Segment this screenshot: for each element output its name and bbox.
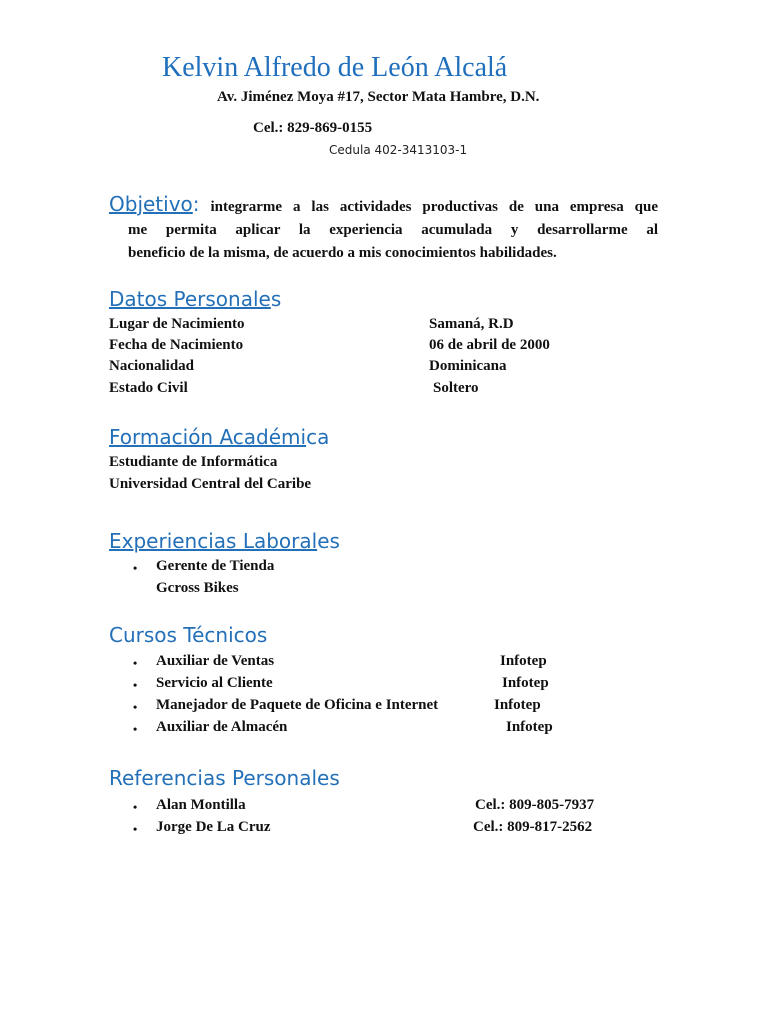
resume-address: Av. Jiménez Moya #17, Sector Mata Hambre, D.N. [217,89,540,105]
list-item [109,675,669,697]
datos-row-fecha: Fecha de Nacimiento 06 de abril de 2000 [109,337,550,353]
datos-row-lugar: Lugar de Nacimiento Samaná, R.D [109,316,514,332]
curso-name: Servicio al Cliente [156,675,273,691]
datos-personales-heading: Datos Personales [109,287,282,311]
resume-name: Kelvin Alfredo de León Alcalá [162,52,508,83]
referencia-name: Alan Montilla [156,797,246,813]
list-item [109,719,669,741]
referencias-heading: Referencias Personales [109,766,340,790]
datos-row-estado-civil: Estado Civil Soltero [109,380,479,396]
list-item [109,653,669,675]
objetivo-section [109,193,658,265]
curso-name: Auxiliar de Almacén [156,719,288,735]
objetivo-colon: : [192,192,200,216]
list-item [109,558,669,580]
experiencia-job: Gerente de Tienda [156,558,275,574]
bullet-icon: • [133,656,138,670]
objetivo-line-3: beneficio de la misma, de acuerdo a mis conocimientos habilidades. [128,245,557,261]
referencia-phone: Cel.: 809-817-2562 [473,819,593,835]
curso-provider: Infotep [500,653,547,669]
curso-name: Auxiliar de Ventas [156,653,275,669]
curso-name: Manejador de Paquete de Oficina e Internet [156,697,439,713]
experiencia-company: Gcross Bikes [156,580,239,596]
cursos-heading: Cursos Técnicos [109,623,268,647]
bullet-icon: • [133,700,138,714]
list-item [109,819,669,841]
formacion-line-2: Universidad Central del Caribe [109,476,312,492]
formacion-heading: Formación Académica [109,425,330,449]
objetivo-heading: Objetivo [109,192,193,216]
bullet-icon: • [133,822,138,836]
objetivo-line-1: integrarme a las actividades productivas de una empresa que [210,199,659,215]
bullet-icon: • [133,800,138,814]
list-item [109,797,669,819]
curso-provider: Infotep [494,697,541,713]
bullet-icon: • [133,678,138,692]
bullet-icon: • [133,722,138,736]
referencia-phone: Cel.: 809-805-7937 [475,797,595,813]
resume-cedula: Cedula 402-3413103-1 [329,143,468,157]
list-item [109,697,669,719]
experiencias-list [109,558,669,602]
curso-provider: Infotep [502,675,549,691]
referencias-list [109,797,669,841]
resume-phone: Cel.: 829-869-0155 [253,120,373,136]
cursos-list [109,653,669,741]
experiencias-heading: Experiencias Laborales [109,529,340,553]
referencia-name: Jorge De La Cruz [156,819,271,835]
objetivo-line-2: me permita aplicar la experiencia acumulada y desarrollarme al [128,222,658,238]
bullet-icon: • [133,561,138,575]
list-item-continuation [109,580,669,602]
formacion-line-1: Estudiante de Informática [109,454,278,470]
curso-provider: Infotep [506,719,553,735]
datos-row-nacionalidad: Nacionalidad Dominicana [109,358,507,374]
